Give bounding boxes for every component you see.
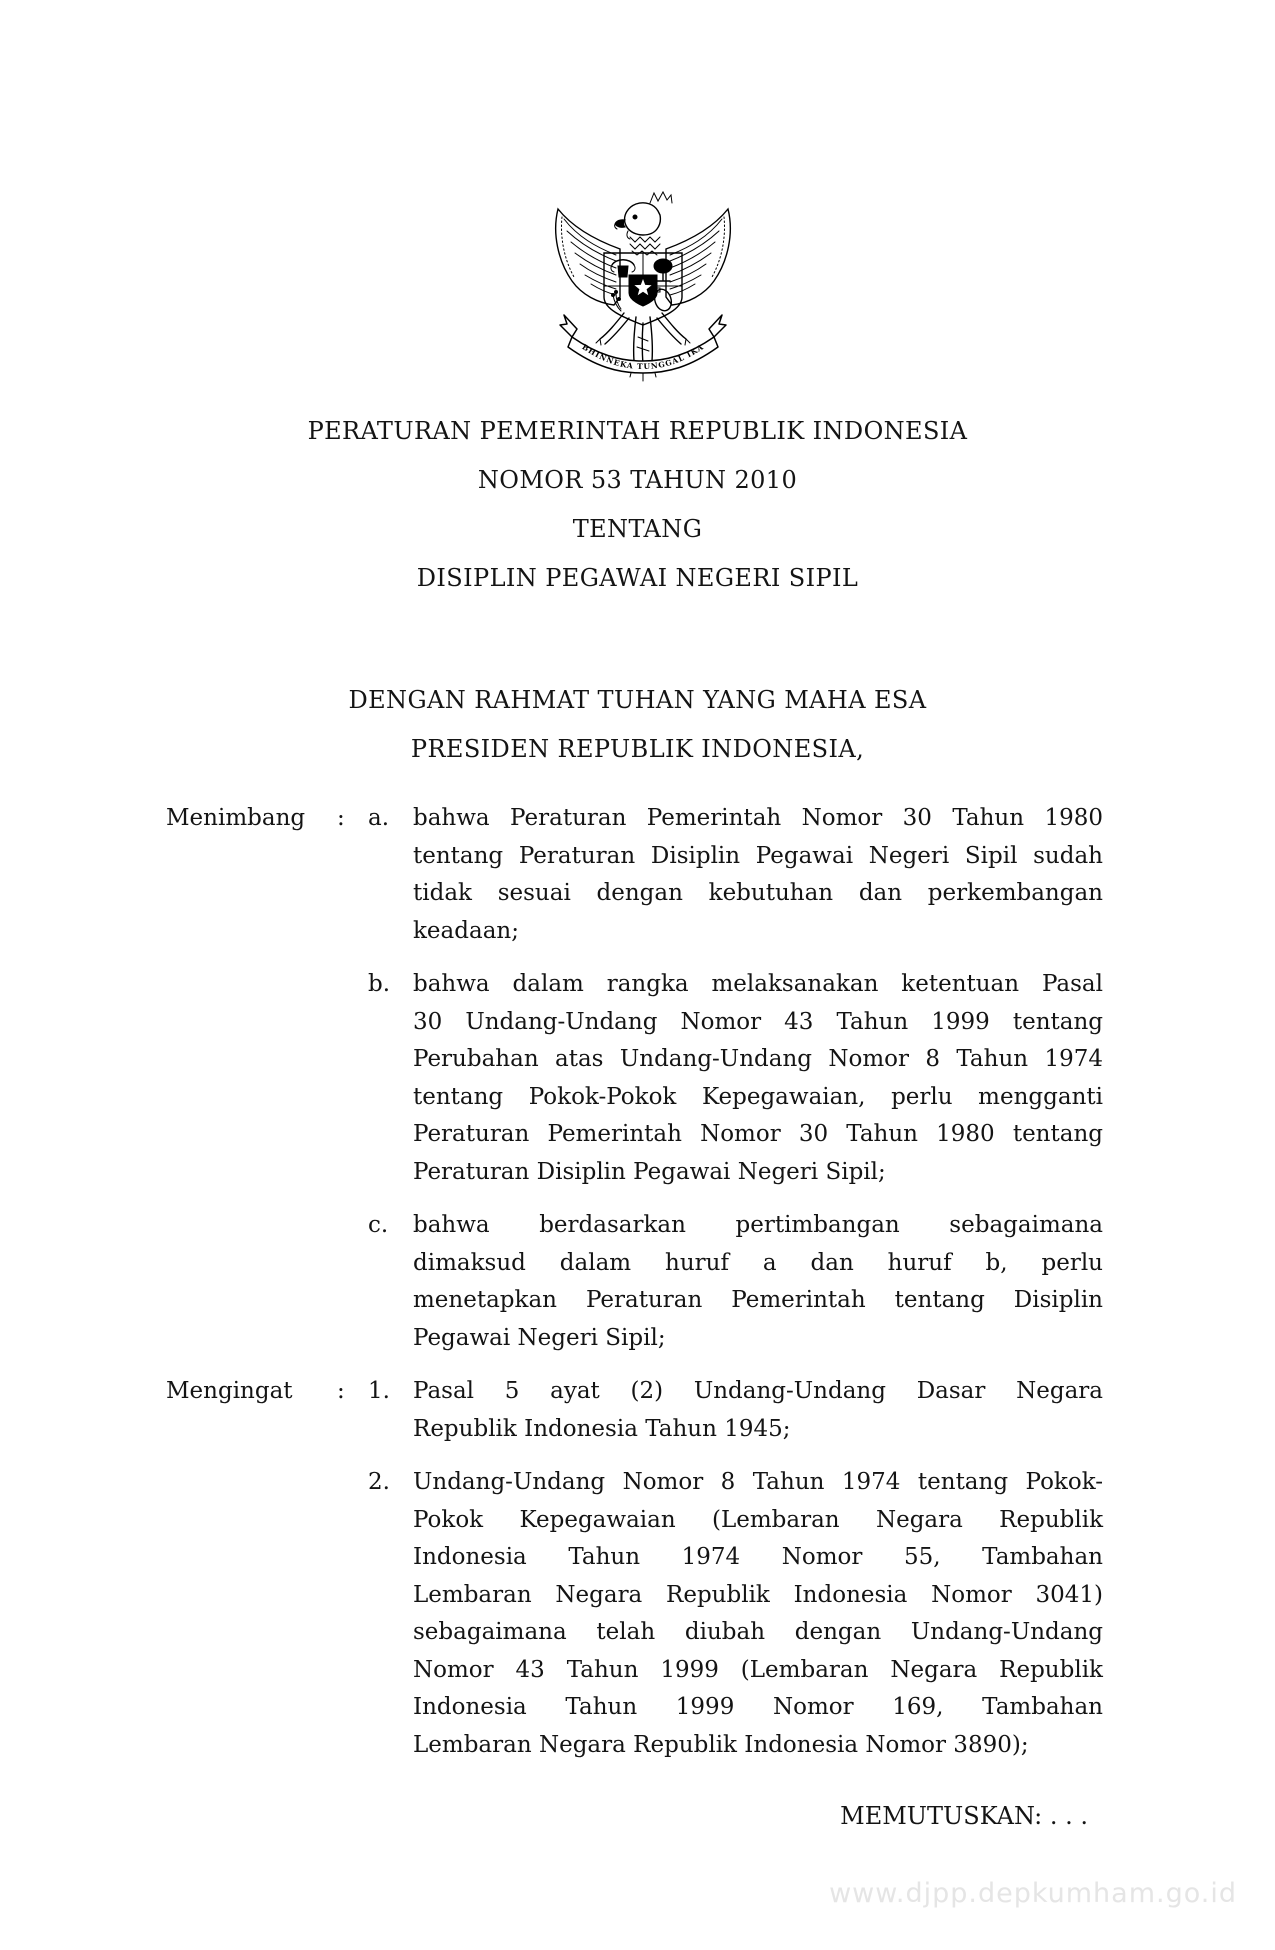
text-line: menetapkan Peraturan Pemerintah tentang Disiplin: [413, 1287, 1103, 1313]
text-line: Nomor 43 Tahun 1999 (Lembaran Negara Republik: [413, 1656, 1103, 1683]
remembering-item-2: [0, 1464, 1275, 1764]
text-line: sebagaimana telah diubah dengan Undang-Undang: [413, 1619, 1103, 1645]
text-line: keadaan;: [413, 917, 519, 944]
title-line-about: TENTANG: [572, 515, 703, 543]
text-line: dimaksud dalam huruf a dan huruf b, perlu: [413, 1249, 1103, 1276]
text-line: Undang-Undang Nomor 8 Tahun 1974 tentang Pokok-: [413, 1469, 1103, 1495]
decision-line: MEMUTUSKAN: . . .: [840, 1802, 1088, 1830]
item-marker: c.: [368, 1212, 389, 1238]
preamble-block: [0, 676, 1275, 774]
text-line: tidak sesuai dengan kebutuhan dan perkembangan: [413, 880, 1103, 906]
preamble-line-grace: DENGAN RAHMAT TUHAN YANG MAHA ESA: [348, 686, 927, 714]
text-line: tentang Pokok-Pokok Kepegawaian, perlu mengganti: [413, 1083, 1103, 1110]
watermark: www.djpp.depkumham.go.id: [829, 1878, 1237, 1909]
garuda-pancasila-emblem-icon: [550, 186, 736, 386]
body-block: [0, 800, 1275, 1780]
text-line: bahwa Peraturan Pemerintah Nomor 30 Tahun 1980: [413, 805, 1103, 831]
text-line: Peraturan Pemerintah Nomor 30 Tahun 1980 tentang: [413, 1121, 1103, 1147]
text-line: Pasal 5 ayat (2) Undang-Undang Dasar Negara: [413, 1378, 1103, 1404]
item-text: [413, 1464, 1103, 1764]
remembering-item-1: [0, 1373, 1275, 1448]
title-line-subject: DISIPLIN PEGAWAI NEGERI SIPIL: [416, 564, 859, 592]
item-text: [413, 1207, 1103, 1357]
item-marker: 1.: [368, 1378, 390, 1404]
text-line: Lembaran Negara Republik Indonesia Nomor 3041): [413, 1581, 1103, 1608]
text-line: Lembaran Negara Republik Indonesia Nomor 3890);: [413, 1731, 1029, 1758]
title-line-number: NOMOR 53 TAHUN 2010: [477, 466, 798, 494]
text-line: Republik Indonesia Tahun 1945;: [413, 1415, 791, 1442]
text-line: Pegawai Negeri Sipil;: [413, 1324, 666, 1351]
text-line: bahwa berdasarkan pertimbangan sebagaimana: [413, 1212, 1103, 1238]
preamble-line-president: PRESIDEN REPUBLIK INDONESIA,: [410, 735, 865, 763]
remembering-label: Mengingat: [166, 1378, 293, 1404]
title-block: [0, 407, 1275, 603]
text-line: Indonesia Tahun 1974 Nomor 55, Tambahan: [413, 1544, 1103, 1570]
emblem-motto: BHINNEKA TUNGGAL IKA: [580, 342, 706, 372]
considering-item-b: [0, 966, 1275, 1191]
item-marker: a.: [368, 805, 390, 831]
item-text: [413, 966, 1103, 1191]
considering-label: Menimbang: [166, 805, 306, 831]
title-line-regulation: PERATURAN PEMERINTAH REPUBLIK INDONESIA: [307, 417, 968, 445]
text-line: Perubahan atas Undang-Undang Nomor 8 Tahun 1974: [413, 1046, 1103, 1072]
text-line: tentang Peraturan Disiplin Pegawai Negeri Sipil sudah: [413, 842, 1103, 869]
text-line: Pokok Kepegawaian (Lembaran Negara Republik: [413, 1506, 1103, 1533]
text-line: Peraturan Disiplin Pegawai Negeri Sipil;: [413, 1158, 886, 1185]
item-text: [413, 1373, 1103, 1448]
considering-colon: :: [337, 805, 345, 831]
text-line: Indonesia Tahun 1999 Nomor 169, Tambahan: [413, 1694, 1103, 1720]
item-marker: 2.: [368, 1469, 390, 1495]
item-text: [413, 800, 1103, 950]
considering-item-c: [0, 1207, 1275, 1357]
text-line: 30 Undang-Undang Nomor 43 Tahun 1999 tentang: [413, 1008, 1103, 1035]
text-line: bahwa dalam rangka melaksanakan ketentuan Pasal: [413, 971, 1103, 997]
considering-item-a: [0, 800, 1275, 950]
item-marker: b.: [368, 971, 391, 997]
remembering-colon: :: [337, 1378, 345, 1404]
